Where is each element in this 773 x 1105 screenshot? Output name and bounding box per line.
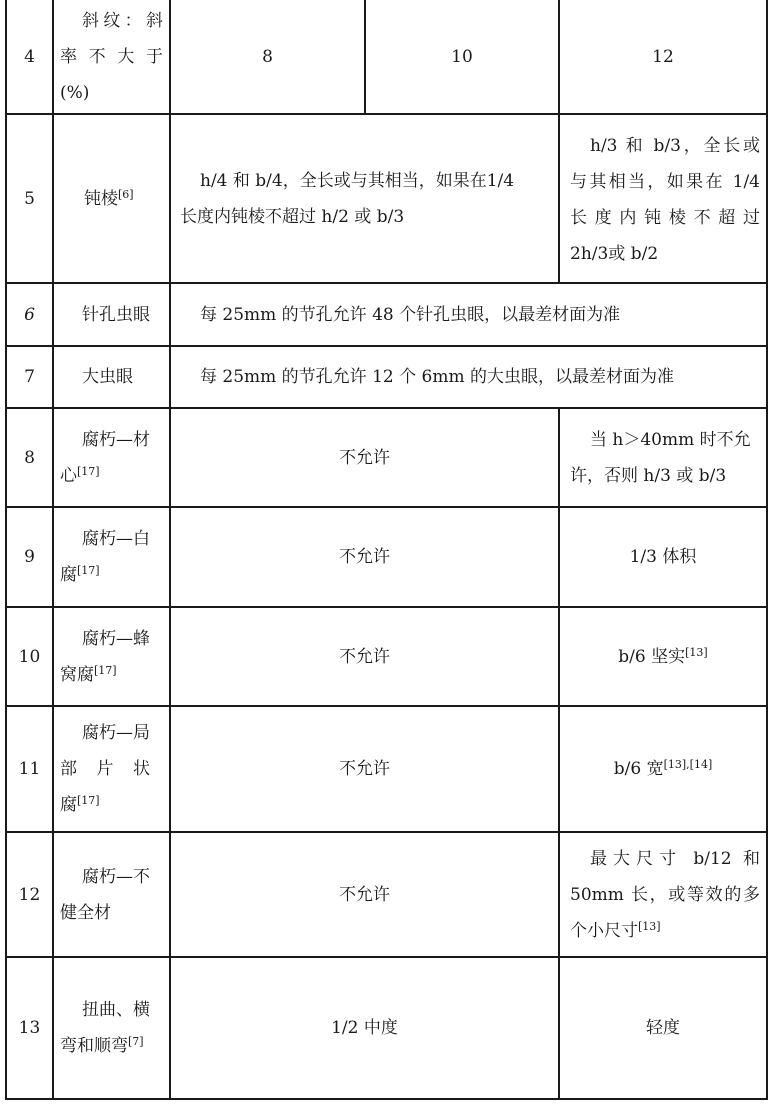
- row-number-text: 8: [24, 447, 35, 468]
- row-number: [7, 508, 52, 606]
- label-line: 部片状: [60, 759, 150, 779]
- grade-1-2-value: [171, 833, 558, 956]
- cell-line: 2h/3或 b/2: [570, 244, 659, 264]
- label-line: [60, 1028, 150, 1064]
- footnote-ref: [13]: [638, 919, 661, 933]
- grade-1-2-value: [171, 958, 558, 1098]
- cell-text: 不允许: [339, 447, 390, 468]
- label-line: [60, 458, 150, 494]
- label-text: 弯和顺弯: [60, 1036, 128, 1056]
- cell-text: 不允许: [339, 646, 390, 667]
- footnote-ref: [13]: [685, 645, 708, 659]
- defect-label: [60, 0, 163, 113]
- cell-line: 与其相当，如果在 1/4: [570, 172, 760, 192]
- row-number-text: 11: [18, 759, 41, 779]
- footnote-ref: [17]: [77, 464, 100, 478]
- grade-3-value: [570, 833, 760, 956]
- cell-text: 轻度: [646, 1018, 680, 1038]
- column-divider: [52, 0, 54, 1100]
- cell-line: h/4 和 b/4，全长或与其相当，如果在1/4: [200, 170, 515, 191]
- row-number-text: 5: [24, 188, 35, 209]
- grade-3-value: [560, 608, 766, 705]
- cell-text: 1/3 体积: [629, 547, 697, 567]
- value-text: b/6 坚实: [618, 646, 686, 667]
- row-number-text: 10: [18, 646, 41, 667]
- grade-1-2-value: [171, 707, 558, 831]
- label-line: 扭曲、横: [82, 1000, 150, 1020]
- label-line: 斜纹：斜: [82, 11, 163, 31]
- label-line: 率不大于: [60, 47, 163, 67]
- cell-text: 10: [451, 46, 473, 67]
- defect-label: [60, 409, 163, 506]
- grade-1-2-value: [180, 115, 552, 282]
- label-line: [60, 657, 150, 693]
- label-line: [60, 557, 150, 593]
- cell-text: [614, 751, 713, 787]
- grade-1-2-value: [171, 409, 558, 506]
- value-text: b/6 宽: [613, 759, 664, 779]
- cell-line: h/3 和 b/3，全长或: [590, 136, 760, 156]
- row-number: [7, 608, 52, 705]
- cell-text: 每 25mm 的节孔允许 48 个针孔虫眼，以最差材面为准: [200, 304, 621, 325]
- label-line: 腐朽—不: [82, 866, 150, 887]
- grade-1-2-value: [171, 608, 558, 705]
- label-line: [84, 181, 134, 217]
- grade-3-value: [560, 0, 766, 113]
- row-number-text: 4: [24, 46, 35, 67]
- cell-line: [570, 913, 760, 949]
- cell-line: 50mm 长，或等效的多: [570, 884, 760, 905]
- label-line: 腐朽—白: [82, 529, 150, 549]
- cell-text: [618, 639, 707, 675]
- row-number: [7, 347, 52, 407]
- cell-line: 许，否则 h/3 或 b/3: [570, 465, 727, 486]
- label-text: 大虫眼: [82, 367, 133, 387]
- defect-label: [60, 833, 163, 956]
- label-text: 针孔虫眼: [82, 304, 150, 325]
- row-number: [7, 0, 52, 113]
- row-number-text: 12: [18, 884, 41, 905]
- label-text: 腐: [60, 565, 77, 585]
- label-line: 健全材: [60, 902, 111, 923]
- cell-line: 当 h＞40mm 时不允: [590, 429, 751, 450]
- full-row-value: [200, 284, 766, 345]
- footnote-ref: [7]: [128, 1035, 144, 1048]
- cell-line: 最大尺寸 b/12 和: [590, 848, 760, 869]
- row-number: [7, 284, 52, 345]
- footnote-ref: [6]: [118, 187, 134, 201]
- cell-text: 12: [652, 46, 674, 67]
- footnote-ref: [13],[14]: [663, 758, 713, 771]
- row-number: [7, 958, 52, 1098]
- row-number-text: 13: [18, 1018, 41, 1038]
- cell-line: 长度内钝棱不超过 h/2 或 b/3: [180, 206, 405, 227]
- footnote-ref: [17]: [77, 564, 100, 577]
- table-border-bottom: [5, 1098, 768, 1100]
- grade-1-value: [171, 0, 364, 113]
- table-border-right: [766, 0, 768, 1100]
- grade-3-value: [560, 958, 766, 1098]
- grade-2-value: [366, 0, 558, 113]
- footnote-ref: [17]: [77, 794, 100, 807]
- cell-text: 不允许: [339, 759, 390, 779]
- grade-3-value: [570, 409, 760, 506]
- defect-label: [84, 115, 169, 282]
- defect-label: [60, 958, 169, 1098]
- grade-3-value: [560, 508, 766, 606]
- cell-text: 1/2 中度: [331, 1018, 398, 1038]
- label-line: 腐朽—蜂: [82, 628, 150, 649]
- row-number-text: 9: [24, 547, 35, 567]
- value-text: 个小尺寸: [570, 920, 638, 941]
- row-number: [7, 707, 52, 831]
- cell-text: 不允许: [339, 547, 390, 567]
- footnote-ref: [17]: [94, 663, 117, 677]
- row-number: [7, 833, 52, 956]
- cell-text: 不允许: [339, 884, 390, 905]
- grade-3-value: [560, 707, 766, 831]
- row-number-text: 7: [24, 367, 35, 387]
- cell-text: 每 25mm 的节孔允许 12 个 6mm 的大虫眼，以最差材面为准: [200, 367, 674, 387]
- row-number: [7, 115, 52, 282]
- label-text: 心: [60, 465, 77, 486]
- cell-line: 长度内钝棱不超过: [570, 208, 760, 228]
- defect-label: [82, 284, 169, 345]
- label-line: 腐朽—材: [82, 429, 150, 450]
- label-text: 窝腐: [60, 664, 94, 685]
- defect-label: [60, 608, 163, 705]
- grade-1-2-value: [171, 508, 558, 606]
- defect-label: [82, 347, 169, 407]
- defect-label: [60, 707, 163, 831]
- label-text: 钝棱: [84, 188, 118, 209]
- row-number-text: 6: [24, 304, 35, 325]
- label-line: 腐朽—局: [82, 723, 150, 743]
- defect-label: [60, 508, 163, 606]
- label-line: [60, 787, 150, 823]
- label-text: 腐: [60, 795, 77, 815]
- full-row-value: [200, 347, 766, 407]
- cell-text: 8: [262, 46, 273, 67]
- label-line: (%): [60, 83, 90, 103]
- row-number: [7, 409, 52, 506]
- grade-3-value: [570, 128, 760, 278]
